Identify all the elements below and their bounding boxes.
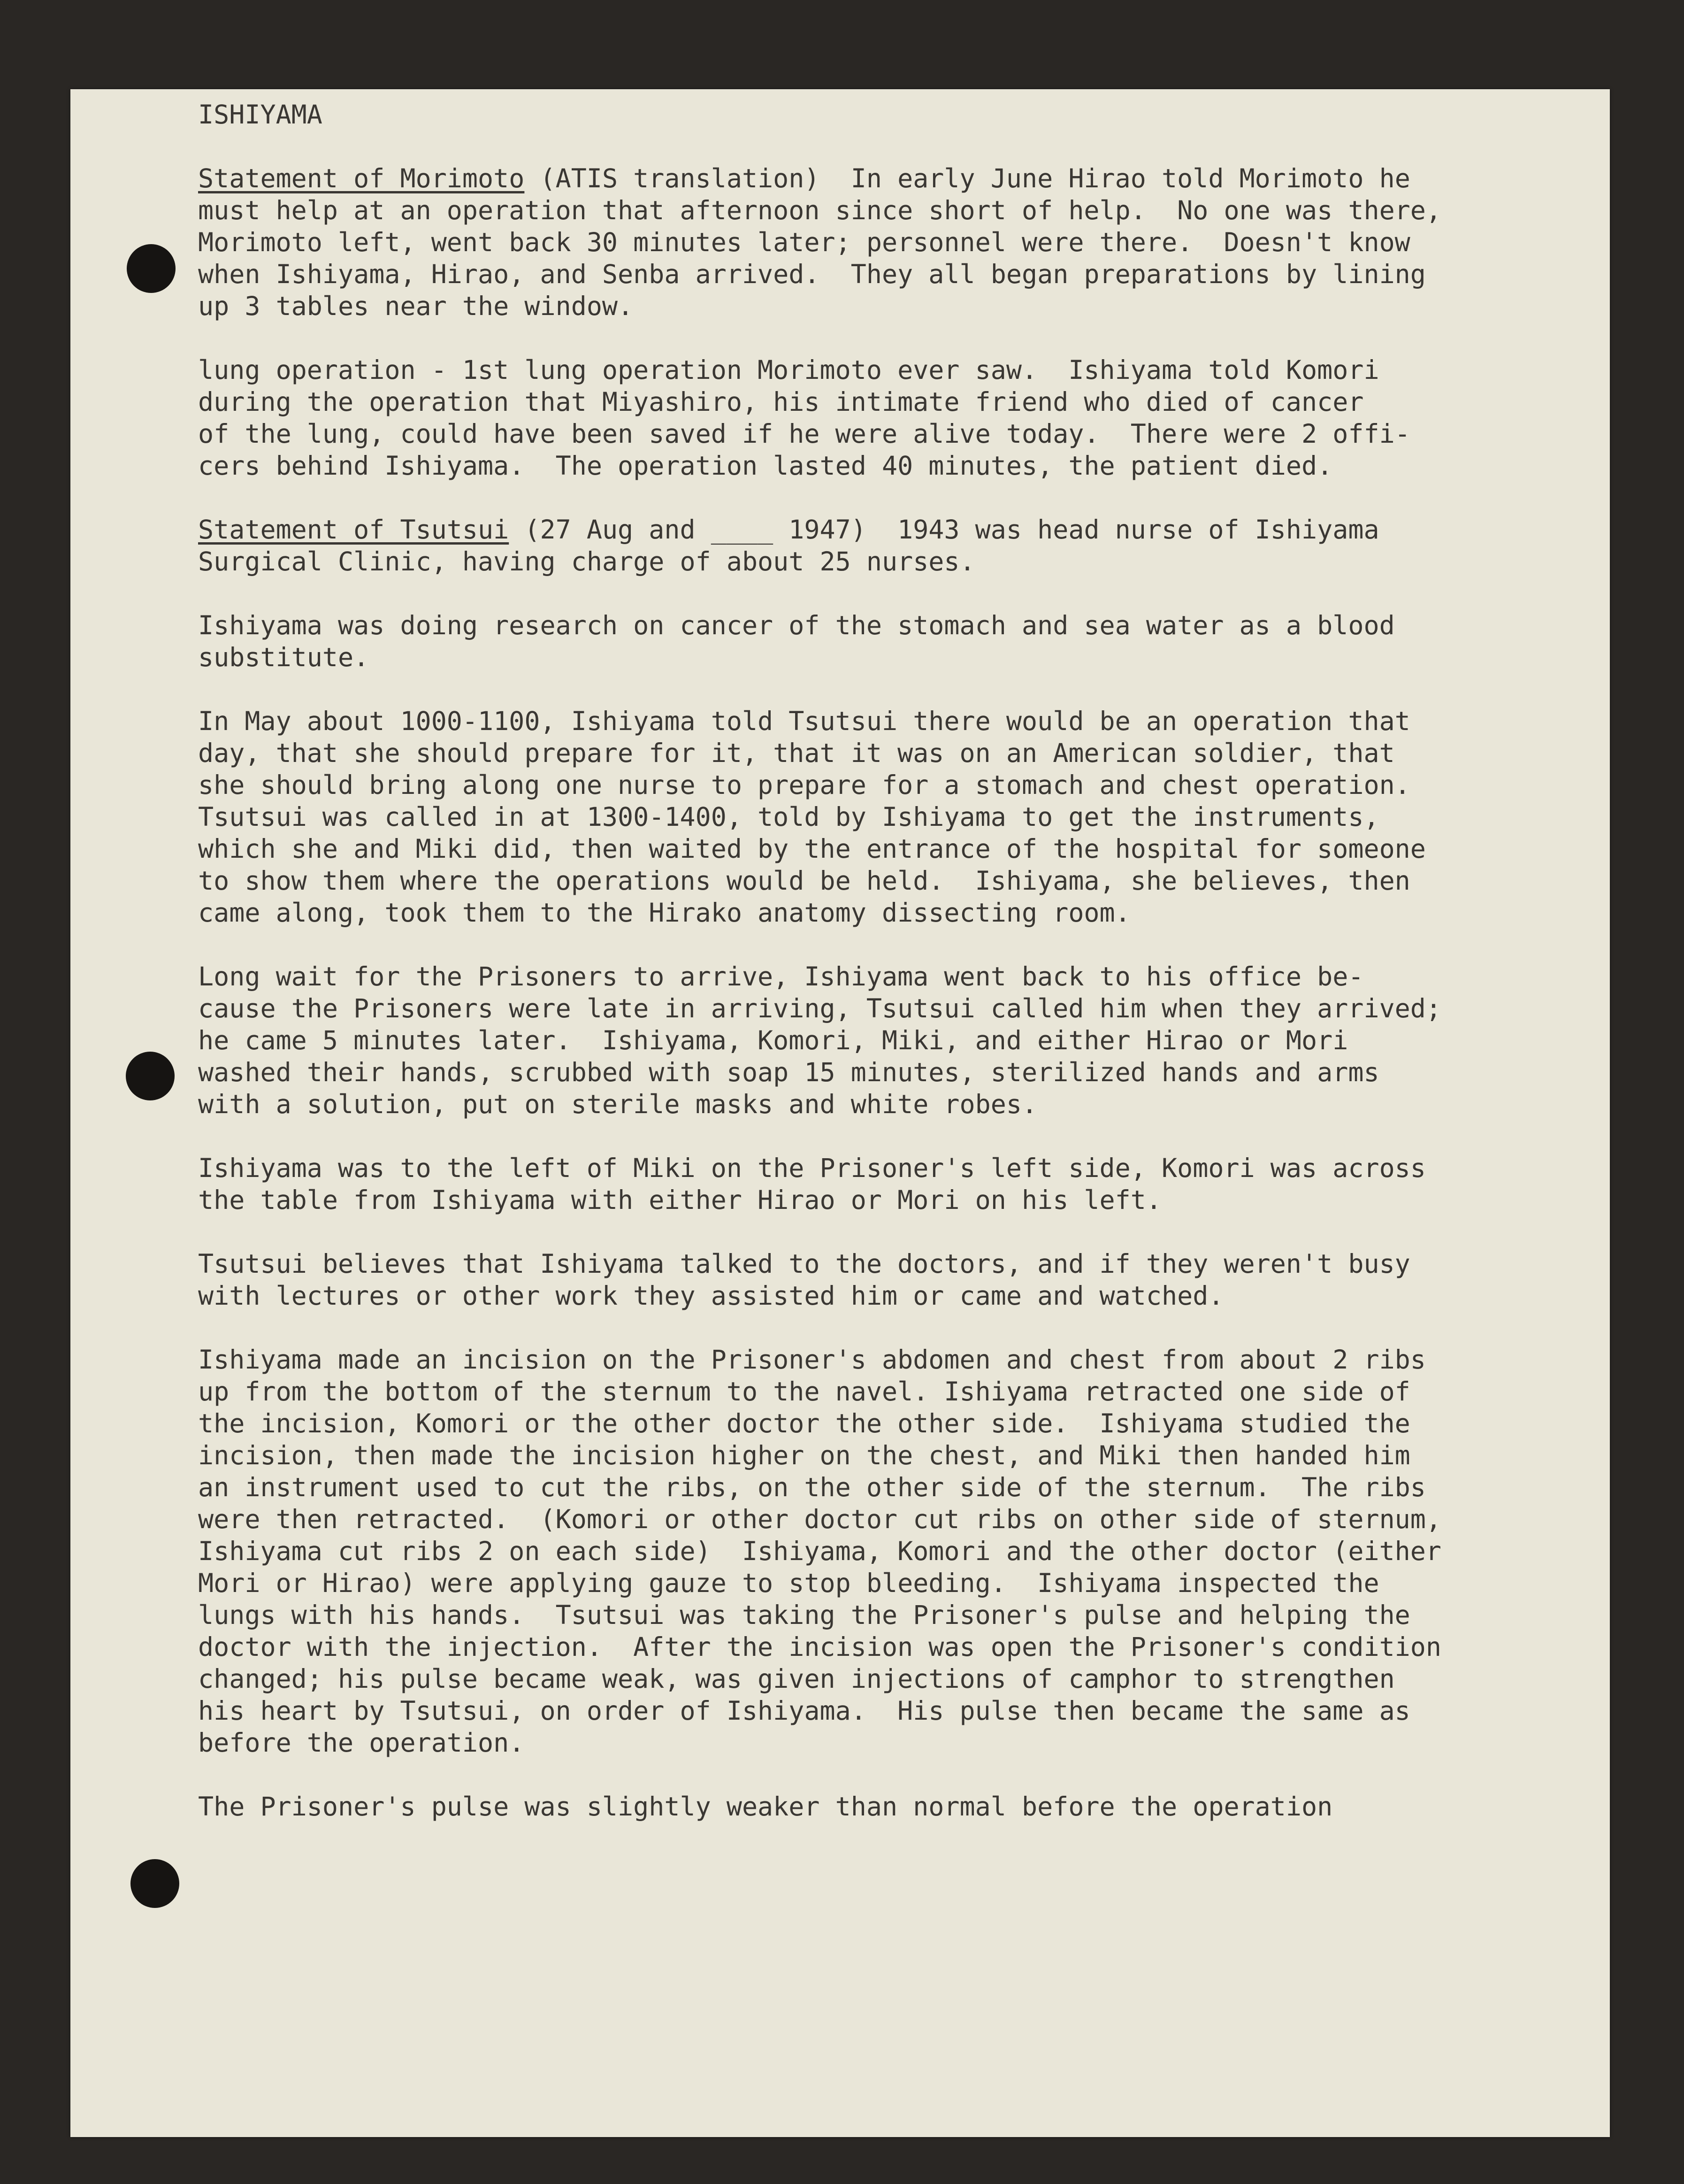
paragraph-tsutsui-7 — [198, 1344, 1559, 1759]
paragraph-text: lung operation - 1st lung operation Morimoto ever saw. Ishiyama told Komori during the operation that Miyashiro, his intimate friend who died of cancer of the lung, could have been saved if he were alive today. There were 2 offi- cers behind Ishiyama. The operation lasted 40 minutes, the patient died. — [198, 355, 1410, 481]
paragraph-tsutsui-3 — [198, 705, 1559, 929]
section-heading-tsutsui: Statement of Tsutsui — [198, 515, 509, 545]
paragraph-tsutsui-8 — [198, 1791, 1559, 1823]
punch-hole — [130, 1859, 179, 1908]
paragraph-text: Long wait for the Prisoners to arrive, Ishiyama went back to his office be- cause the Prisoners were late in arriving, Tsutsui called him when they arrived; he came 5 minutes later. Ishiyama, Komori, Miki, and either Hirao or Mori washed their hands, scrubbed with soap 15 minutes, sterilized hands and arms with a solution, put on sterile masks and white robes. — [198, 961, 1442, 1119]
paragraph-text: Tsutsui believes that Ishiyama talked to the doctors, and if they weren't busy with lectures or other work they assisted him or came and watched. — [198, 1249, 1410, 1311]
paragraph-morimoto-2 — [198, 354, 1559, 482]
paragraph-text: Ishiyama was doing research on cancer of the stomach and sea water as a blood substitute. — [198, 610, 1395, 672]
paragraph-tsutsui-1 — [198, 514, 1559, 577]
paragraph-text: Ishiyama was to the left of Miki on the Prisoner's left side, Komori was across the table from Ishiyama with either Hirao or Mori on his left. — [198, 1153, 1426, 1215]
document-body — [198, 99, 1559, 1854]
paragraph-text: The Prisoner's pulse was slightly weaker than normal before the operation — [198, 1792, 1333, 1822]
paragraph-morimoto-1 — [198, 162, 1559, 322]
paragraph-text: Ishiyama made an incision on the Prisoner's abdomen and chest from about 2 ribs up from the bottom of the sternum to the navel. Ishiyama retracted one side of the incision, Komori or the other doctor the other side. Ishiyama studied the incision, then made the incision higher on the chest, and Miki then handed him an instrument used to cut the ribs, on the other side of the sternum. The ribs were then retracted. (Komori or other doctor cut ribs on other side of sternum, Ishiyama cut ribs 2 on each side) Ishiyama, Komori and the other doctor (either Mori or Hirao) were applying gauze to stop bleeding. Ishiyama inspected the lungs with his hands. Tsutsui was taking the Prisoner's pulse and helping the doctor with the injection. After the incision was open the Prisoner's condition changed; his pulse became weak, was given injections of camphor to strengthen his heart by Tsutsui, on order of Ishiyama. His pulse then became the same as before the operation. — [198, 1345, 1442, 1758]
paragraph-tsutsui-5 — [198, 1152, 1559, 1216]
paragraph-text: (27 Aug and ____ 1947) 1943 was head nurse of Ishiyama Surgical Clinic, having charge of about 25 nurses. — [198, 515, 1379, 577]
paragraph-text: In May about 1000-1100, Ishiyama told Tsutsui there would be an operation that day, that she should prepare for it, that it was on an American soldier, that she should bring along one nurse to prepare for a stomach and chest operation. Tsutsui was called in at 1300-1400, told by Ishiyama to get the instruments, which she and Miki did, then waited by the entrance of the hospital for someone to show them where the operations would be held. Ishiyama, she believes, then came along, took them to the Hirako anatomy dissecting room. — [198, 706, 1426, 928]
section-heading-morimoto: Statement of Morimoto — [198, 163, 525, 193]
document-title: ISHIYAMA — [198, 100, 322, 130]
paragraph-tsutsui-4 — [198, 961, 1559, 1120]
paragraph-tsutsui-2 — [198, 609, 1559, 673]
paragraph-tsutsui-6 — [198, 1248, 1559, 1312]
punch-hole — [126, 1052, 175, 1100]
punch-hole — [127, 244, 176, 293]
paragraph-text: (ATIS translation) In early June Hirao told Morimoto he must help at an operation that afternoon since short of help. No one was there, Morimoto left, went back 30 minutes later; personnel were there. Doesn't know when Ishiyama, Hirao, and Senba arrived. They all began preparations by lining up 3 tables near the window. — [198, 163, 1442, 321]
